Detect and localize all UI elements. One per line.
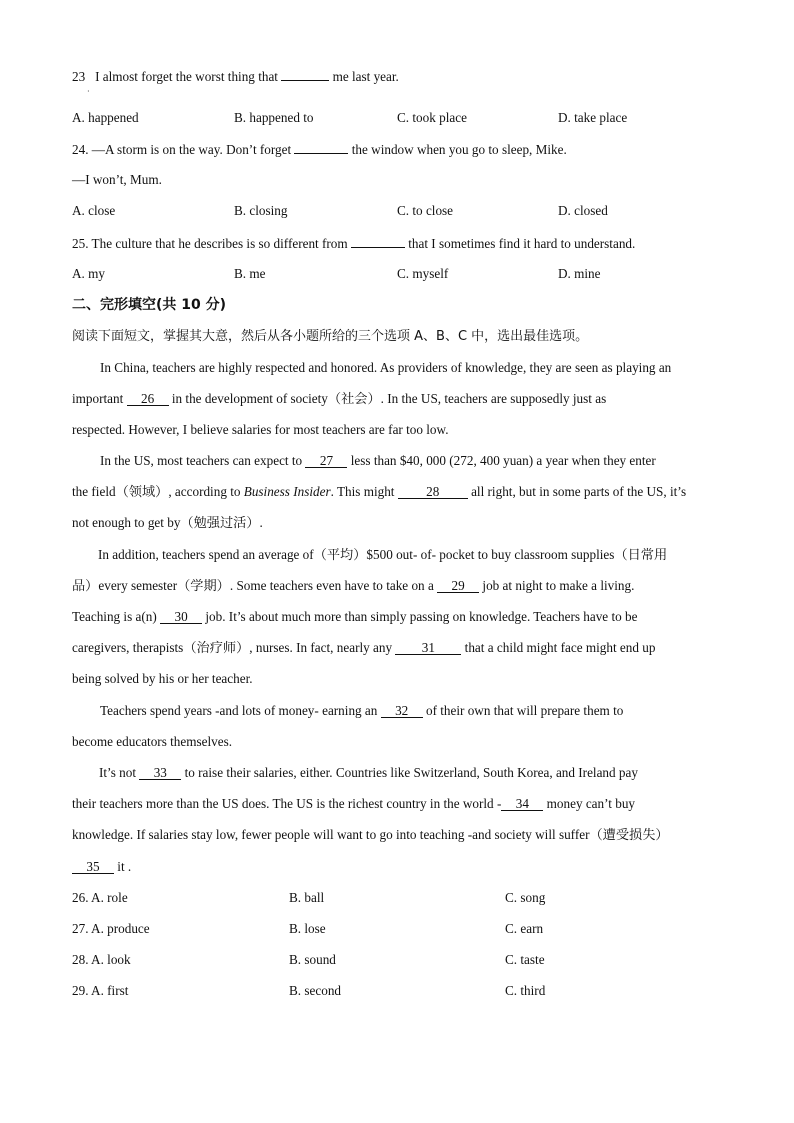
option-d: D. take place <box>558 110 628 125</box>
answer-blank <box>351 235 405 248</box>
passage-text: the field（领域）, according to <box>72 484 241 499</box>
choice-c: C. earn <box>505 921 544 936</box>
option-c: C. myself <box>397 266 449 281</box>
passage-text: It’s not <box>99 765 136 780</box>
answer-blank <box>281 68 329 81</box>
passage-text: . This might <box>330 484 395 499</box>
choice-c: C. song <box>505 890 546 905</box>
choice-a: 27. A. produce <box>72 921 150 936</box>
option-a: A. my <box>72 266 105 281</box>
passage-text: important <box>72 391 124 406</box>
option-c: C. took place <box>397 110 467 125</box>
blank-35: 35 <box>72 860 114 874</box>
passage-line: being solved by his or her teacher. <box>72 671 253 686</box>
choice-a: 28. A. look <box>72 952 131 967</box>
choice-a: 29. A. first <box>72 983 129 998</box>
passage-text: it . <box>117 859 132 874</box>
blank-27: 27 <box>305 454 347 468</box>
question-number: 23 <box>72 69 86 84</box>
passage-text: less than $40, 000 (272, 400 yuan) a year when they enter <box>350 453 656 468</box>
blank-28: 28 <box>398 485 468 499</box>
choice-b: B. lose <box>289 921 326 936</box>
passage-text: that a child might face might end up <box>464 640 656 655</box>
passage-text: of their own that will prepare them to <box>425 703 624 718</box>
passage-line: not enough to get by（勉强过活）. <box>72 515 263 530</box>
option-a: A. happened <box>72 110 139 125</box>
option-c: C. to close <box>397 203 454 218</box>
section-instruction: 阅读下面短文，掌握其大意，然后从各小题所给的三个选项 A、B、C 中，选出最佳选项。 <box>72 329 589 344</box>
blank-34: 34 <box>501 797 543 811</box>
passage-line: respected. However, I believe salaries for most teachers are far too low. <box>72 422 449 437</box>
option-d: D. mine <box>558 266 601 281</box>
passage-line <box>72 391 606 407</box>
blank-32: 32 <box>381 704 423 718</box>
mark-dot: · <box>87 87 90 96</box>
passage-line <box>72 578 634 594</box>
option-b: B. happened to <box>234 110 314 125</box>
passage-line <box>72 609 637 625</box>
passage-line <box>72 640 655 656</box>
passage-text: money can’t buy <box>546 796 636 811</box>
passage-line <box>100 703 623 719</box>
option-d: D. closed <box>558 203 608 218</box>
passage-text: In the US, most teachers can expect to <box>100 453 303 468</box>
passage-text: caregivers, therapists（治疗师）, nurses. In fact, nearly any <box>72 640 393 655</box>
question-25 <box>72 235 635 252</box>
passage-line: In addition, teachers spend an average of（平均）$500 out- of- pocket to buy classroom supplies（日常用 <box>98 547 668 562</box>
passage-text: their teachers more than the US does. The US is the richest country in the world - <box>72 796 502 811</box>
choice-b: B. ball <box>289 890 325 905</box>
passage-line: become educators themselves. <box>72 734 233 749</box>
blank-30: 30 <box>160 610 202 624</box>
source-name: Business Insider <box>243 484 331 499</box>
blank-31: 31 <box>395 641 461 655</box>
choice-b: B. sound <box>289 952 336 967</box>
passage-text: Teaching is a(n) <box>72 609 157 624</box>
passage-text: all right, but in some parts of the US, it’s <box>471 484 687 499</box>
question-stem: I almost forget the worst thing that <box>95 69 278 84</box>
question-23 <box>72 68 399 85</box>
question-stem-end: that I sometimes find it hard to understand. <box>408 236 636 251</box>
passage-text: job at night to make a living. <box>482 578 635 593</box>
choice-c: C. taste <box>505 952 545 967</box>
question-24 <box>72 141 567 158</box>
passage-line <box>99 765 638 781</box>
passage-line <box>72 859 131 875</box>
passage-text: job. It’s about much more than simply passing on knowledge. Teachers have to be <box>205 609 638 624</box>
passage-line: knowledge. If salaries stay low, fewer people will want to go into teaching -and society will suffer（遭受损失） <box>72 827 669 842</box>
choice-b: B. second <box>289 983 342 998</box>
answer-blank <box>294 141 348 154</box>
passage-line <box>100 453 656 469</box>
passage-line <box>72 484 686 500</box>
question-24-reply: —I won’t, Mum. <box>72 172 162 187</box>
question-stem-end: me last year. <box>332 69 399 84</box>
question-stem: 25. The culture that he describes is so different from <box>72 236 348 251</box>
passage-text: in the development of society（社会）. In the US, teachers are supposedly just as <box>171 391 607 406</box>
option-b: B. closing <box>234 203 288 218</box>
blank-26: 26 <box>127 392 169 406</box>
blank-29: 29 <box>437 579 479 593</box>
passage-text: 品）every semester（学期）. Some teachers even have to take on a <box>72 578 434 593</box>
passage-line <box>72 796 635 812</box>
blank-33: 33 <box>139 766 181 780</box>
passage-line: In China, teachers are highly respected and honored. As providers of knowledge, they are seen as playing an <box>100 360 672 375</box>
passage-text: to raise their salaries, either. Countries like Switzerland, South Korea, and Ireland pay <box>184 765 638 780</box>
question-stem: 24. —A storm is on the way. Don’t forget <box>72 142 292 157</box>
question-stem-end: the window when you go to sleep, Mike. <box>351 142 567 157</box>
choice-c: C. third <box>505 983 546 998</box>
option-a: A. close <box>72 203 116 218</box>
passage-text: Teachers spend years -and lots of money- earning an <box>100 703 378 718</box>
option-b: B. me <box>234 266 266 281</box>
section-heading: 二、完形填空(共 10 分) <box>72 297 227 313</box>
choice-a: 26. A. role <box>72 890 128 905</box>
